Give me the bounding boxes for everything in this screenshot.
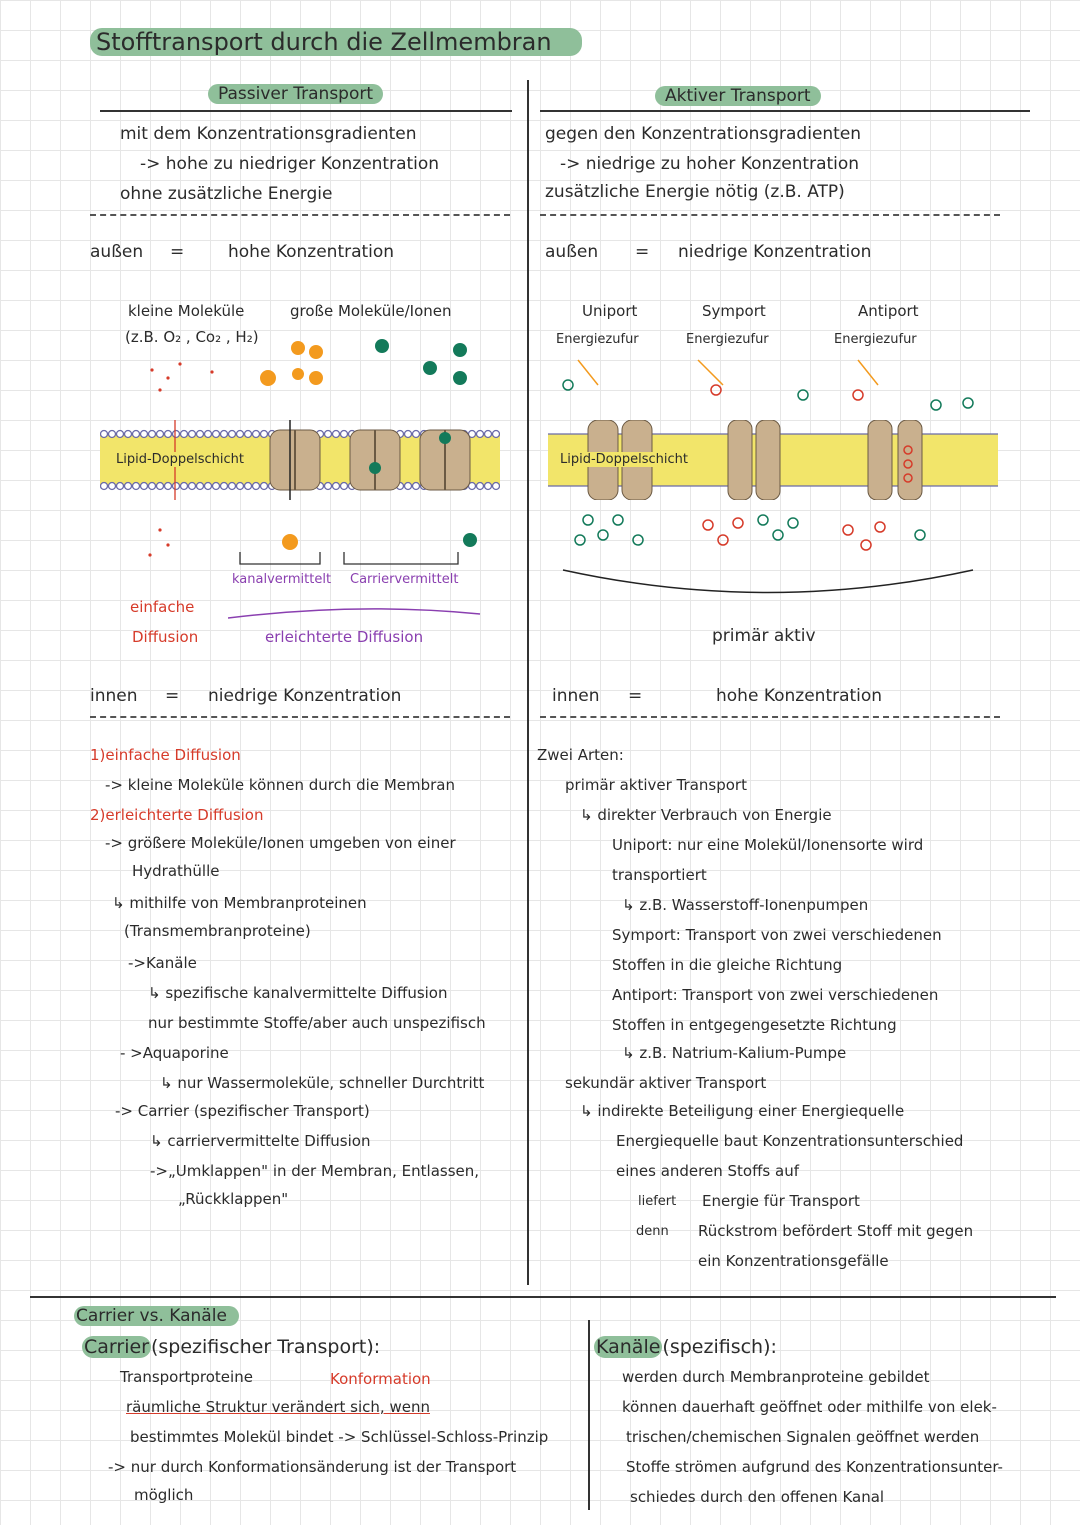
passive-inside-label: innen [90,686,138,706]
passive-note: ↳ spezifische kanalvermittelte Diffusion [148,984,448,1002]
active-note: Zwei Arten: [537,746,624,764]
channel-title-rest: (spezifisch): [662,1336,777,1358]
lipid-head [101,431,108,438]
active-note: Uniport: nur eine Molekül/Ionensorte wird [612,836,924,854]
simple-diffusion-label-2: Diffusion [132,628,199,646]
active-bullet-3: zusätzliche Energie nötig (z.B. ATP) [545,182,845,202]
passive-outside-eq: = [170,242,185,262]
channel-title: Kanäle [596,1336,661,1358]
active-outside-eq: = [635,242,650,262]
active-note: denn [636,1224,669,1239]
channel-line: trischen/chemischen Signalen geöffnet werden [626,1428,980,1446]
passive-note: ↳ nur Wassermoleküle, schneller Durchtritt [160,1074,485,1092]
active-note: Symport: Transport von zwei verschiedenen [612,926,942,944]
passive-heading: Passiver Transport [208,84,383,104]
bottom-heading: Carrier vs. Kanäle [74,1306,239,1326]
passive-note: ↳ carriervermittelte Diffusion [150,1132,371,1150]
active-note: liefert [638,1194,677,1209]
active-molecules-and-arrows [548,345,998,595]
passive-note: ↳ mithilfe von Membranproteinen [112,894,367,912]
passive-note: ->„Umklappen" in der Membran, Entlassen, [150,1162,480,1180]
passive-note: (Transmembranproteine) [124,922,311,940]
note-facilitated-heading: 2)erleichterte Diffusion [90,806,264,824]
carrier-line: Transportproteine [120,1368,253,1386]
active-note: ↳ z.B. Natrium-Kalium-Pumpe [622,1044,847,1062]
carrier-line: möglich [134,1486,194,1504]
passive-outside-label: außen [90,242,144,262]
channel-line: Stoffe strömen aufgrund des Konzentrationsunter- [626,1458,1003,1476]
passive-brackets [228,550,488,630]
carrier-heading [82,1336,380,1358]
conformation-label: Konformation [330,1370,431,1388]
bottom-column-divider [588,1320,590,1510]
passive-lipid-label: Lipid-Doppelschicht [116,452,244,467]
passive-bullet-2: -> hohe zu niedriger Konzentration [140,154,440,174]
page-title: Stofftransport durch die Zellmembran [90,28,582,56]
lipid-head [101,483,108,490]
active-lipid-label: Lipid-Doppelschicht [560,452,688,467]
active-inside-eq: = [628,686,643,706]
passive-note: - >Aquaporine [120,1044,229,1062]
active-note: ↳ z.B. Wasserstoff-Ionenpumpen [622,896,869,914]
channel-line: können dauerhaft geöffnet oder mithilfe von elek- [622,1398,997,1416]
passive-note: nur bestimmte Stoffe/aber auch unspezifisch [148,1014,486,1032]
active-bullet-2: -> niedrige zu hoher Konzentration [560,154,860,174]
active-note: sekundär aktiver Transport [565,1074,767,1092]
passive-outside-value: hohe Konzentration [228,242,395,262]
active-note: Energiequelle baut Konzentrationsunterschied [616,1132,964,1150]
symport-label: Symport [702,302,766,320]
active-note: ein Konzentrationsgefälle [698,1252,889,1270]
active-header-rule [540,110,1030,112]
active-note: primär aktiver Transport [565,776,747,794]
passive-note: -> größere Moleküle/Ionen umgeben von einer [105,834,456,852]
active-inside-value: hohe Konzentration [716,686,883,706]
active-note: Energie für Transport [702,1192,860,1210]
dashed-divider [90,716,510,718]
passive-note: -> kleine Moleküle können durch die Membran [105,776,456,794]
uniport-label: Uniport [582,302,638,320]
carrier-title-rest: (spezifischer Transport): [150,1336,381,1358]
carrier-line: bestimmtes Molekül bindet -> Schlüssel-Schloss-Prinzip [130,1428,549,1446]
active-inside-label: innen [552,686,600,706]
passive-header-rule [100,110,512,112]
column-divider [527,80,529,1285]
channel-line: werden durch Membranproteine gebildet [622,1368,930,1386]
dashed-divider [540,214,1000,216]
passive-inside-eq: = [165,686,180,706]
passive-note: -> Carrier (spezifischer Transport) [115,1102,370,1120]
lipid-head [109,483,116,490]
active-note: ↳ direkter Verbrauch von Energie [580,806,832,824]
passive-note: „Rückklappen" [178,1190,289,1208]
lipid-head [109,431,116,438]
active-outside-value: niedrige Konzentration [678,242,872,262]
active-note: transportiert [612,866,707,884]
antiport-label: Antiport [858,302,919,320]
small-molecules-label: kleine Moleküle [128,302,245,320]
active-heading: Aktiver Transport [655,86,821,106]
symport-energy: Energiezufur [686,332,769,347]
small-molecules-examples: (z.B. O₂ , Co₂ , H₂) [125,328,259,346]
channel-line: schiedes durch den offenen Kanal [630,1488,885,1506]
active-note: Rückstrom befördert Stoff mit gegen [698,1222,974,1240]
bottom-section-rule [30,1296,1056,1298]
simple-diffusion-label-1: einfache [130,598,195,616]
passive-note: Hydrathülle [132,862,220,880]
primary-active-label: primär aktiv [712,626,816,646]
note-simple-diffusion-heading: 1)einfache Diffusion [90,746,241,764]
uniport-energy: Energiezufur [556,332,639,347]
dashed-divider [540,716,1000,718]
passive-bullet-1: mit dem Konzentrationsgradienten [120,124,417,144]
active-note: eines anderen Stoffs auf [616,1162,799,1180]
antiport-energy: Energiezufur [834,332,917,347]
carrier-title: Carrier [84,1336,149,1358]
facilitated-diffusion-label: erleichterte Diffusion [265,628,424,646]
dashed-divider [90,214,510,216]
carrier-mediated-label: Carriervermittelt [350,572,459,587]
passive-bullet-3: ohne zusätzliche Energie [120,184,333,204]
active-note: Stoffen in entgegengesetzte Richtung [612,1016,897,1034]
active-outside-label: außen [545,242,599,262]
active-note: ↳ indirekte Beteiligung einer Energiequelle [580,1102,905,1120]
active-note: Stoffen in die gleiche Richtung [612,956,843,974]
carrier-line: -> nur durch Konformationsänderung ist der Transport [108,1458,517,1476]
passive-molecules [120,330,500,560]
large-molecules-label: große Moleküle/Ionen [290,302,452,320]
carrier-line: räumliche Struktur verändert sich, wenn [126,1398,430,1416]
channel-heading [594,1336,777,1358]
channel-mediated-label: kanalvermittelt [232,572,332,587]
passive-inside-value: niedrige Konzentration [208,686,402,706]
active-bullet-1: gegen den Konzentrationsgradienten [545,124,862,144]
passive-note: ->Kanäle [128,954,197,972]
active-note: Antiport: Transport von zwei verschiedenen [612,986,939,1004]
